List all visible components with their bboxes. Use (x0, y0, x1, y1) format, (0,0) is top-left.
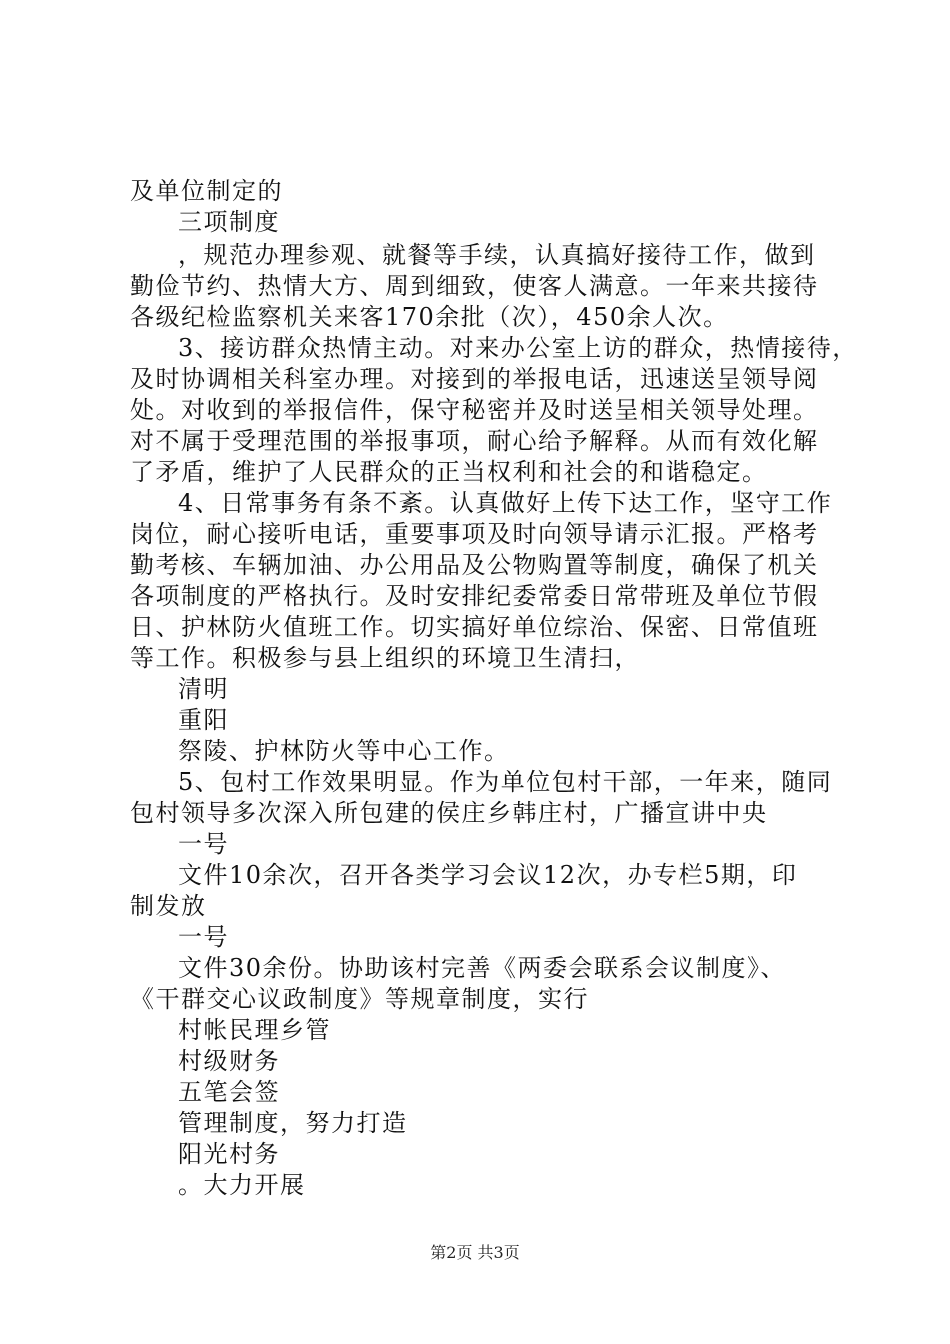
text-line-5: 各级纪检监察机关来客170余批（次），450余人次。 (130, 303, 729, 331)
text-line-2: 三项制度 (178, 208, 280, 236)
text-line-6: 3、接访群众热情主动。对来办公室上访的群众，热情接待， (178, 334, 858, 362)
text-line-32: 阳光村务 (178, 1140, 280, 1168)
text-line-11: 4、日常事务有条不紊。认真做好上传下达工作，坚守工作 (178, 489, 833, 517)
text-line-12: 岗位，耐心接听电话，重要事项及时向领导请示汇报。严格考 (130, 520, 819, 548)
text-line-26: 文件30余份。协助该村完善《两委会联系会议制度》、 (178, 954, 787, 982)
text-line-14: 各项制度的严格执行。及时安排纪委常委日常带班及单位节假 (130, 582, 819, 610)
text-line-27: 《干群交心议政制度》等规章制度，实行 (130, 985, 589, 1013)
text-line-1: 及单位制定的 (130, 177, 283, 205)
text-line-15: 日、护林防火值班工作。切实搞好单位综治、保密、日常值班 (130, 613, 819, 641)
text-line-20: 5、包村工作效果明显。作为单位包村干部，一年来，随同 (178, 768, 833, 796)
text-line-10: 了矛盾，维护了人民群众的正当权利和社会的和谐稳定。 (130, 458, 768, 486)
text-line-25: 一号 (178, 923, 229, 951)
text-line-22: 一号 (178, 830, 229, 858)
text-line-33: 。大力开展 (178, 1171, 306, 1199)
text-line-18: 重阳 (178, 706, 229, 734)
page-number-footer: 第2页 共3页 (430, 1243, 520, 1262)
text-line-23: 文件10余次，召开各类学习会议12次，办专栏5期，印 (178, 861, 798, 889)
text-line-13: 勤考核、车辆加油、办公用品及公物购置等制度，确保了机关 (130, 551, 819, 579)
text-line-30: 五笔会签 (178, 1078, 280, 1106)
text-line-19: 祭陵、护林防火等中心工作。 (178, 737, 510, 765)
text-line-7: 及时协调相关科室办理。对接到的举报电话，迅速送呈领导阅 (130, 365, 819, 393)
text-line-8: 处。对收到的举报信件，保守秘密并及时送呈相关领导处理。 (130, 396, 819, 424)
text-line-17: 清明 (178, 675, 229, 703)
text-line-4: 勤俭节约、热情大方、周到细致，使客人满意。一年来共接待 (130, 272, 819, 300)
text-line-3: ，规范办理参观、就餐等手续，认真搞好接待工作，做到 (178, 241, 816, 269)
text-line-24: 制发放 (130, 892, 207, 920)
text-line-9: 对不属于受理范围的举报事项，耐心给予解释。从而有效化解 (130, 427, 819, 455)
text-line-31: 管理制度，努力打造 (178, 1109, 408, 1137)
text-line-28: 村帐民理乡管 (178, 1016, 331, 1044)
text-line-21: 包村领导多次深入所包建的侯庄乡韩庄村，广播宣讲中央 (130, 799, 768, 827)
text-line-29: 村级财务 (178, 1047, 280, 1075)
text-line-16: 等工作。积极参与县上组织的环境卫生清扫， (130, 644, 640, 672)
